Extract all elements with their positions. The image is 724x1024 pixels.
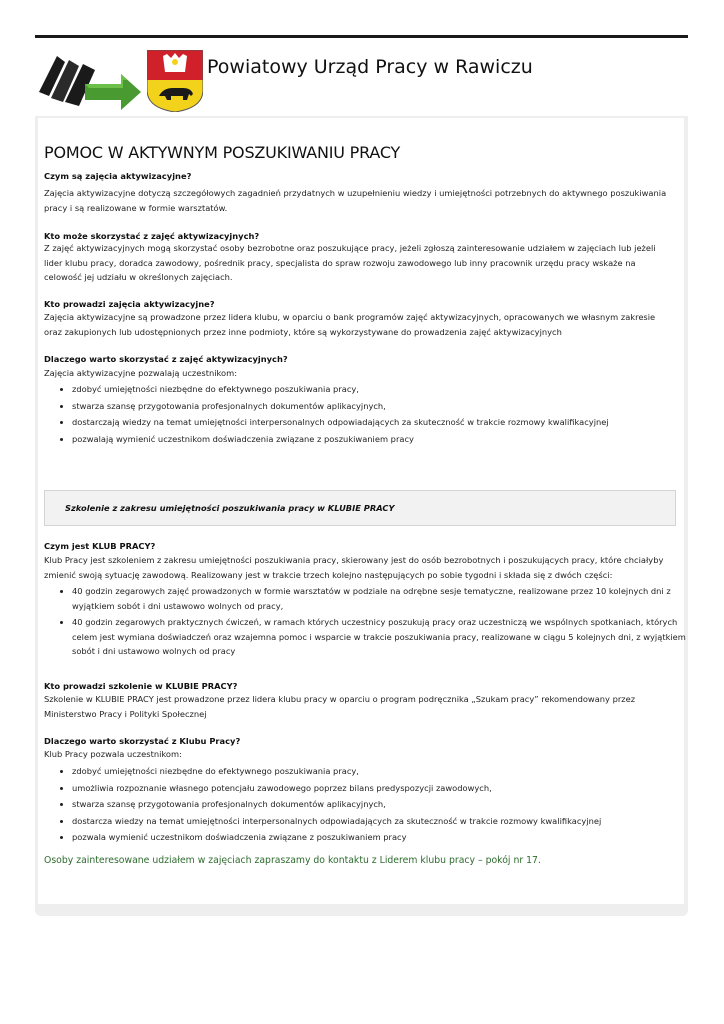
list-item: • stwarza szansę przygotowania profesjonalnych dokumentów aplikacyjnych, [72,797,692,812]
banner-text: Szkolenie z zakresu umiejętności poszukiwania pracy w KLUBIE PRACY [65,503,395,513]
question-heading: Dlaczego warto skorzystać z Klubu Pracy? [44,736,241,746]
page-title: POMOC W AKTYWNYM POSZUKIWANIU PRACY [44,143,401,162]
list-item: • dostarczają wiedzy na temat umiejętności interpersonalnych odpowiadających za skuteczność w trakcie rozmowy kwalifikacyjnej [72,415,692,430]
answer-text: Klub Pracy jest szkoleniem z zakresu umiejętności poszukiwania pracy, skierowany jest do osób bezrobotnych i poszukujących pracy, które chciałyby zmienić swoją sytuację zawodową. Realizowany jest w trakcie trzech kolejno następujących po sobie tygodni i składa się z dwóch części: [44,555,664,580]
list-item: • 40 godzin zegarowych zajęć prowadzonych w formie warsztatów w podziale na odrębne sesje tematyczne, realizowane przez 10 kolejnych dni z wyjątkiem sobót i dni ustawowo wolnych od pracy, [72,584,692,613]
arrows-logo-icon[interactable] [35,46,143,112]
list-item: • dostarcza wiedzy na temat umiejętności interpersonalnych odpowiadających za skuteczność w trakcie rozmowy kwalifikacyjnej [72,814,692,829]
list-item: • 40 godzin zegarowych praktycznych ćwiczeń, w ramach których uczestnicy poszukują pracy oraz uczestniczą we wspólnych spotkaniach, których celem jest wymiana doświadczeń oraz wzajemna pomoc i wsparcie w trakcie poszukiwania pracy, realizowane w ciągu 5 kolejnych dni, z wyjątkiem sobót i dni ustawowo wolnych od pracy [72,615,692,659]
answer-text: Klub Pracy pozwala uczestnikom: [44,749,182,759]
list-item: • zdobyć umiejętności niezbędne do efektywnego poszukiwania pracy, [72,764,692,779]
county-crest-icon[interactable] [147,50,203,112]
list-item: • pozwala wymienić uczestnikom doświadczenia związane z poszukiwaniem pracy [72,830,692,845]
club-parts-list [44,584,692,661]
benefits-list [44,382,692,448]
answer-text: Szkolenie w KLUBIE PRACY jest prowadzone przez lidera klubu pracy w oparciu o program podręcznika „Szukam pracy” rekomendowany przez Ministerstwo Pracy i Polityki Społecznej [44,694,636,719]
club-benefits-list [44,764,692,847]
question-heading: Kto może skorzystać z zajęć aktywizacyjnych? [44,231,260,241]
question-heading: Dlaczego warto skorzystać z zajęć aktywizacyjnych? [44,354,288,364]
list-item: • zdobyć umiejętności niezbędne do efektywnego poszukiwania pracy, [72,382,692,397]
contact-note: Osoby zainteresowane udziałem w zajęciach zapraszamy do kontaktu z Liderem klubu pracy – pokój nr 17. [44,855,541,866]
answer-text: Zajęcia aktywizacyjne pozwalają uczestnikom: [44,368,237,378]
list-item: • pozwalają wymienić uczestnikom doświadczenia związane z poszukiwaniem pracy [72,432,692,447]
question-heading: Czym są zajęcia aktywizacyjne? [44,171,192,181]
question-heading: Czym jest KLUB PRACY? [44,541,156,551]
answer-text: Zajęcia aktywizacyjne dotyczą szczegółowych zagadnień przydatnych w uzupełnieniu wiedzy i umiejętności potrzebnych do aktywnego poszukiwania pracy i są realizowane w formie warsztatów. [44,188,667,213]
site-header [35,38,688,114]
answer-text: Z zajęć aktywizacyjnych mogą skorzystać osoby bezrobotne oraz poszukujące pracy, jeżeli zgłoszą zainteresowanie udziałem w zajęciach lub jeżeli lider klubu pracy, doradca zawodowy, pośrednik pracy, specjalista do spraw rozwoju zawodowego lub inny pracownik urzędu pracy wskaże na celowość jej udziału w określonych zajęciach. [44,243,656,282]
office-title: Powiatowy Urząd Pracy w Rawiczu [207,56,533,78]
list-item: • umożliwia rozpoznanie własnego potencjału zawodowego poprzez bilans predyspozycji zawodowych, [72,781,692,796]
answer-text: Zajęcia aktywizacyjne są prowadzone przez lidera klubu, w oparciu o bank programów zajęć aktywizacyjnych, opracowanych we własnym zakresie oraz zakupionych lub udostępnionych przez inne podmioty, które są wykorzystywane do prowadzenia zajęć aktywizacyjnych [44,312,656,337]
question-heading: Kto prowadzi szkolenie w KLUBIE PRACY? [44,681,238,691]
club-banner [44,490,676,526]
question-heading: Kto prowadzi zajęcia aktywizacyjne? [44,299,215,309]
list-item: • stwarza szansę przygotowania profesjonalnych dokumentów aplikacyjnych, [72,399,692,414]
